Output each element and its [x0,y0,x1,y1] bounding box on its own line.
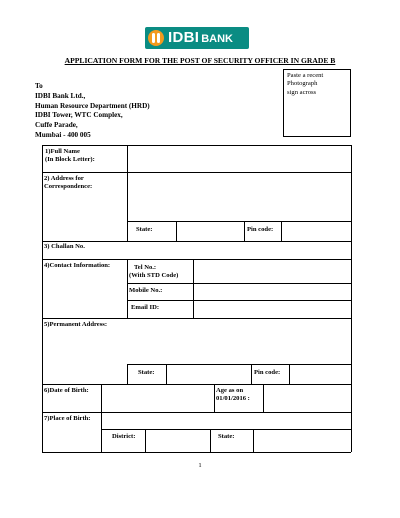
permanent-address-input[interactable] [43,332,350,363]
address-line: Mumbai - 400 005 [35,130,91,139]
grid-line [42,145,43,452]
birth-state-label: State: [218,433,235,440]
full-name-label: 1)Full Name (In Block Letter): [45,148,95,164]
grid-line [42,318,351,319]
place-of-birth-label: 7)Place of Birth: [44,415,91,422]
full-name-input[interactable] [128,146,350,171]
age-input[interactable] [264,385,350,411]
logo-brand: IDBI [168,29,200,46]
photo-instruction-line: sign across [287,88,317,96]
telephone-input[interactable] [194,260,350,282]
correspondence-state-label: State: [136,226,153,233]
correspondence-pin-input[interactable] [282,222,350,240]
grid-line [210,429,211,452]
grid-line [244,221,245,241]
logo-suffix: BANK [201,33,233,45]
correspondence-label: 2) Address for Correspondence: [44,175,93,191]
permanent-address-label: 5)Permanent Address: [44,321,108,328]
email-label: Email ID: [131,304,160,311]
place-of-birth-input[interactable] [102,413,350,428]
grid-line [351,145,352,452]
address-line: To [35,82,43,90]
correspondence-state-input[interactable] [177,222,243,240]
idbi-logo-icon [148,30,164,46]
address-line: Cuffe Parade, [35,121,78,130]
birth-state-input[interactable] [254,430,350,451]
grid-line [127,259,128,318]
date-of-birth-input[interactable] [102,385,213,411]
age-label: Age as on 01/01/2016 : [216,387,250,403]
address-line: IDBI Tower, WTC Complex, [35,111,123,120]
telephone-label: Tel No.: (With STD Code) [129,264,179,280]
correspondence-pin-label: Pin code: [247,226,274,233]
address-line: IDBI Bank Ltd., [35,91,86,100]
grid-line [214,384,215,412]
date-of-birth-label: 6)Date of Birth: [44,387,89,394]
district-label: District: [112,433,136,440]
grid-line [127,364,128,384]
contact-label: 4)Contact Information: [44,262,111,269]
mobile-input[interactable] [194,284,350,299]
photo-instruction-line: Paste a recent [287,72,324,79]
form-title: APPLICATION FORM FOR THE POST OF SECURITY OFFICER IN GRADE B [64,56,336,65]
grid-line [42,241,351,242]
email-input[interactable] [194,301,350,317]
permanent-state-input[interactable] [167,365,250,383]
permanent-pin-label: Pin code: [254,369,281,376]
grid-line [251,364,252,384]
challan-number-input[interactable] [43,251,350,258]
correspondence-address-input[interactable] [128,173,350,220]
page-number: 1 [198,462,202,469]
photograph-box[interactable] [283,69,351,137]
grid-line [42,452,351,453]
address-line: Human Resource Department (HRD) [35,101,150,110]
district-input[interactable] [146,430,209,451]
challan-label: 3) Challan No. [44,243,85,250]
photo-instruction-line: Photograph [287,80,318,88]
mobile-label: Mobile No.: [129,287,163,294]
recipient-address [35,82,150,141]
permanent-pin-input[interactable] [290,365,350,383]
idbi-bank-logo [145,27,249,49]
permanent-state-label: State: [138,369,155,376]
